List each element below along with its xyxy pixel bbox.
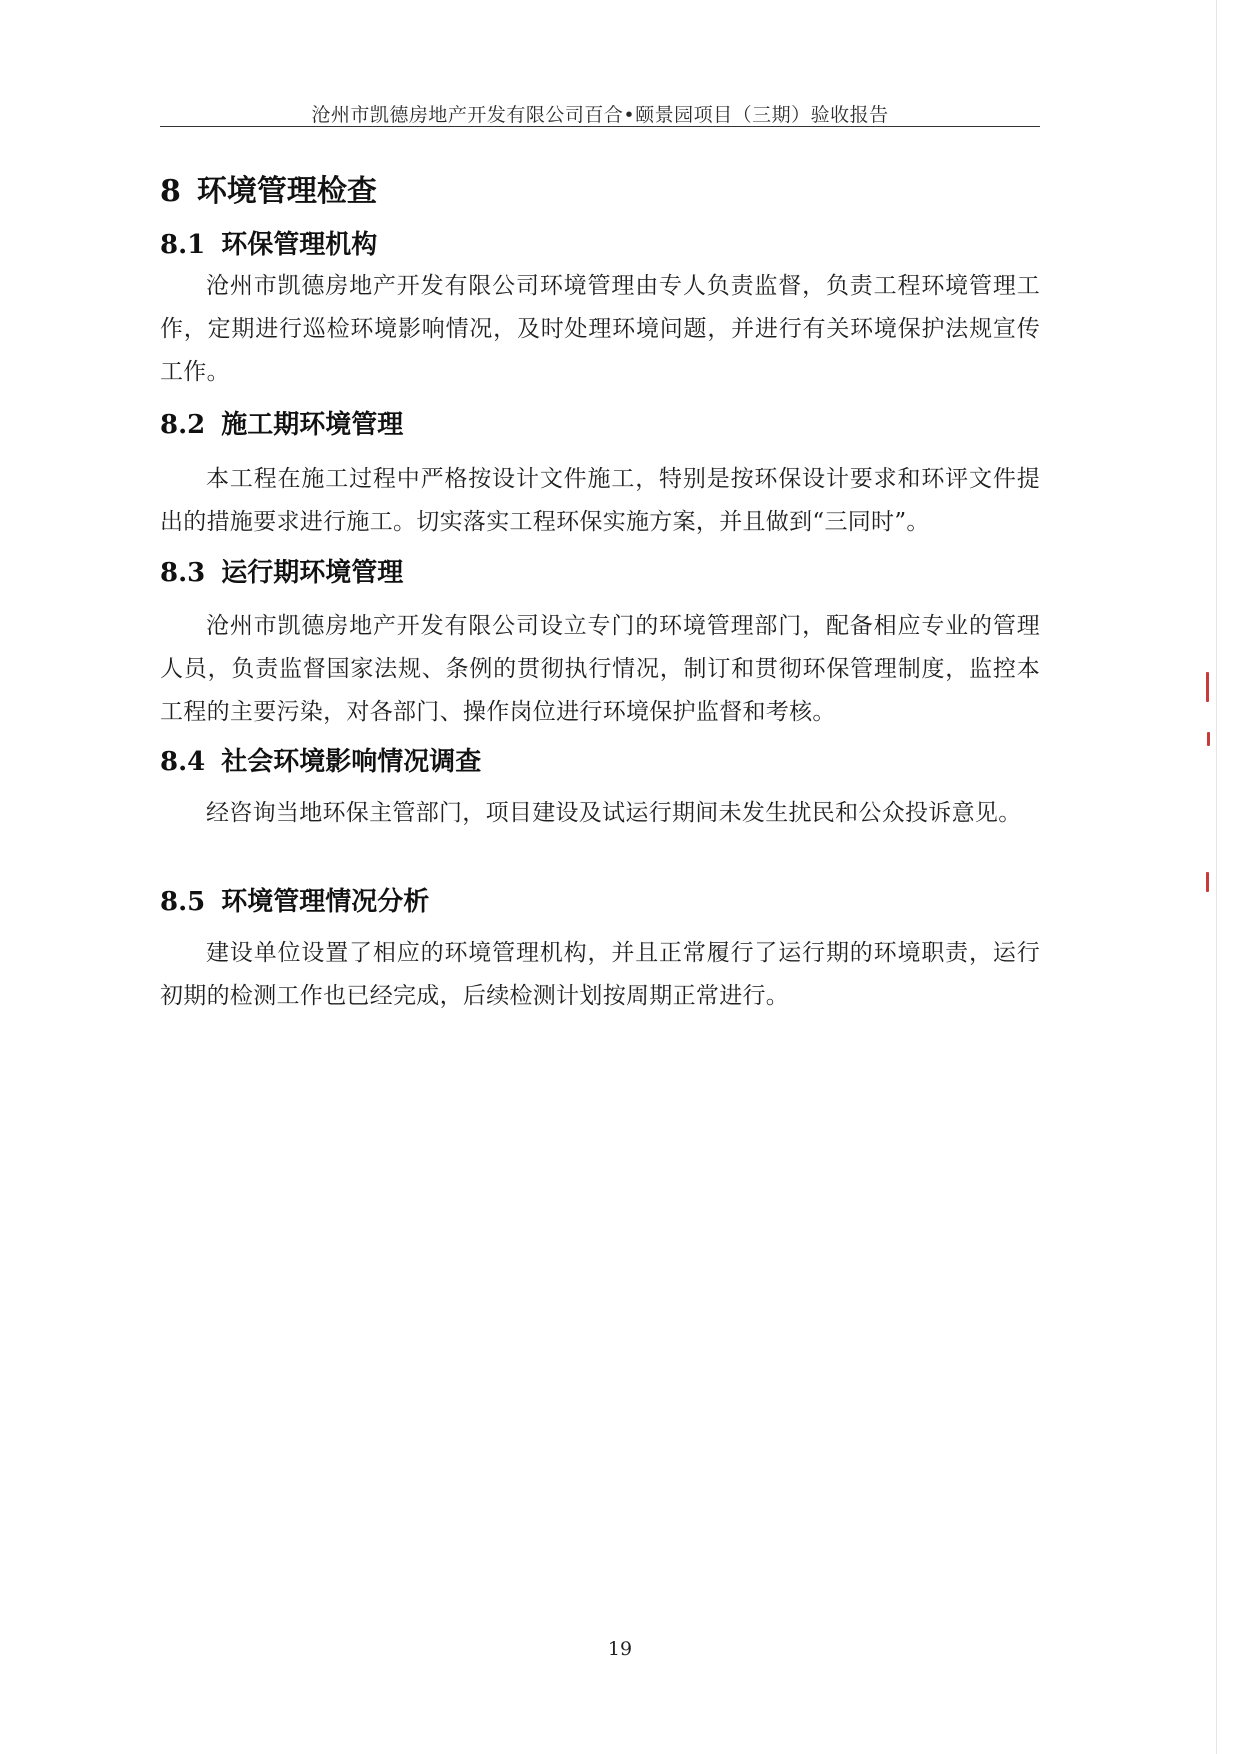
header-divider <box>160 126 1040 127</box>
red-seal-fragment <box>1207 732 1210 746</box>
section-body-8-5: 建设单位设置了相应的环境管理机构，并且正常履行了运行期的环境职责，运行初期的检测工作也已经完成，后续检测计划按周期正常进行。 <box>160 940 1040 1009</box>
section-title: 环境管理情况分析 <box>221 887 430 917</box>
scan-edge-line <box>1216 0 1217 1754</box>
section-number: 8.5 <box>160 887 206 917</box>
section-title: 运行期环境管理 <box>221 558 404 588</box>
section-number: 8.1 <box>160 230 206 260</box>
chapter-title: 环境管理检查 <box>196 174 377 209</box>
section-heading-8-5 <box>160 881 429 918</box>
section-heading-8-1 <box>160 224 377 261</box>
section-body-8-3: 沧州市凯德房地产开发有限公司设立专门的环境管理部门，配备相应专业的管理人员，负责监督国家法规、条例的贯彻执行情况，制订和贯彻环保管理制度，监控本工程的主要污染，对各部门、操作岗位进行环境保护监督和考核。 <box>160 613 1040 725</box>
chapter-heading <box>160 166 377 210</box>
section-body-8-1: 沧州市凯德房地产开发有限公司环境管理由专人负责监督，负责工程环境管理工作，定期进行巡检环境影响情况，及时处理环境问题，并进行有关环境保护法规宣传工作。 <box>160 273 1040 385</box>
section-heading-8-3 <box>160 552 403 589</box>
section-body-8-4: 经咨询当地环保主管部门，项目建设及试运行期间未发生扰民和公众投诉意见。 <box>206 800 1022 826</box>
section-number: 8.4 <box>160 747 206 777</box>
red-seal-fragment <box>1206 672 1209 702</box>
section-heading-8-4 <box>160 741 481 778</box>
section-title: 环保管理机构 <box>221 230 378 260</box>
chapter-number: 8 <box>160 174 181 209</box>
section-number: 8.2 <box>160 410 206 440</box>
red-seal-fragment <box>1206 872 1209 892</box>
running-header: 沧州市凯德房地产开发有限公司百合•颐景园项目（三期）验收报告 <box>311 104 889 126</box>
section-title: 社会环境影响情况调查 <box>221 747 482 777</box>
page-number: 19 <box>607 1638 633 1660</box>
section-heading-8-2 <box>160 404 403 441</box>
section-title: 施工期环境管理 <box>221 410 404 440</box>
section-body-8-2: 本工程在施工过程中严格按设计文件施工，特别是按环保设计要求和环评文件提出的措施要求进行施工。切实落实工程环保实施方案，并且做到“三同时”。 <box>160 466 1040 535</box>
section-number: 8.3 <box>160 558 206 588</box>
